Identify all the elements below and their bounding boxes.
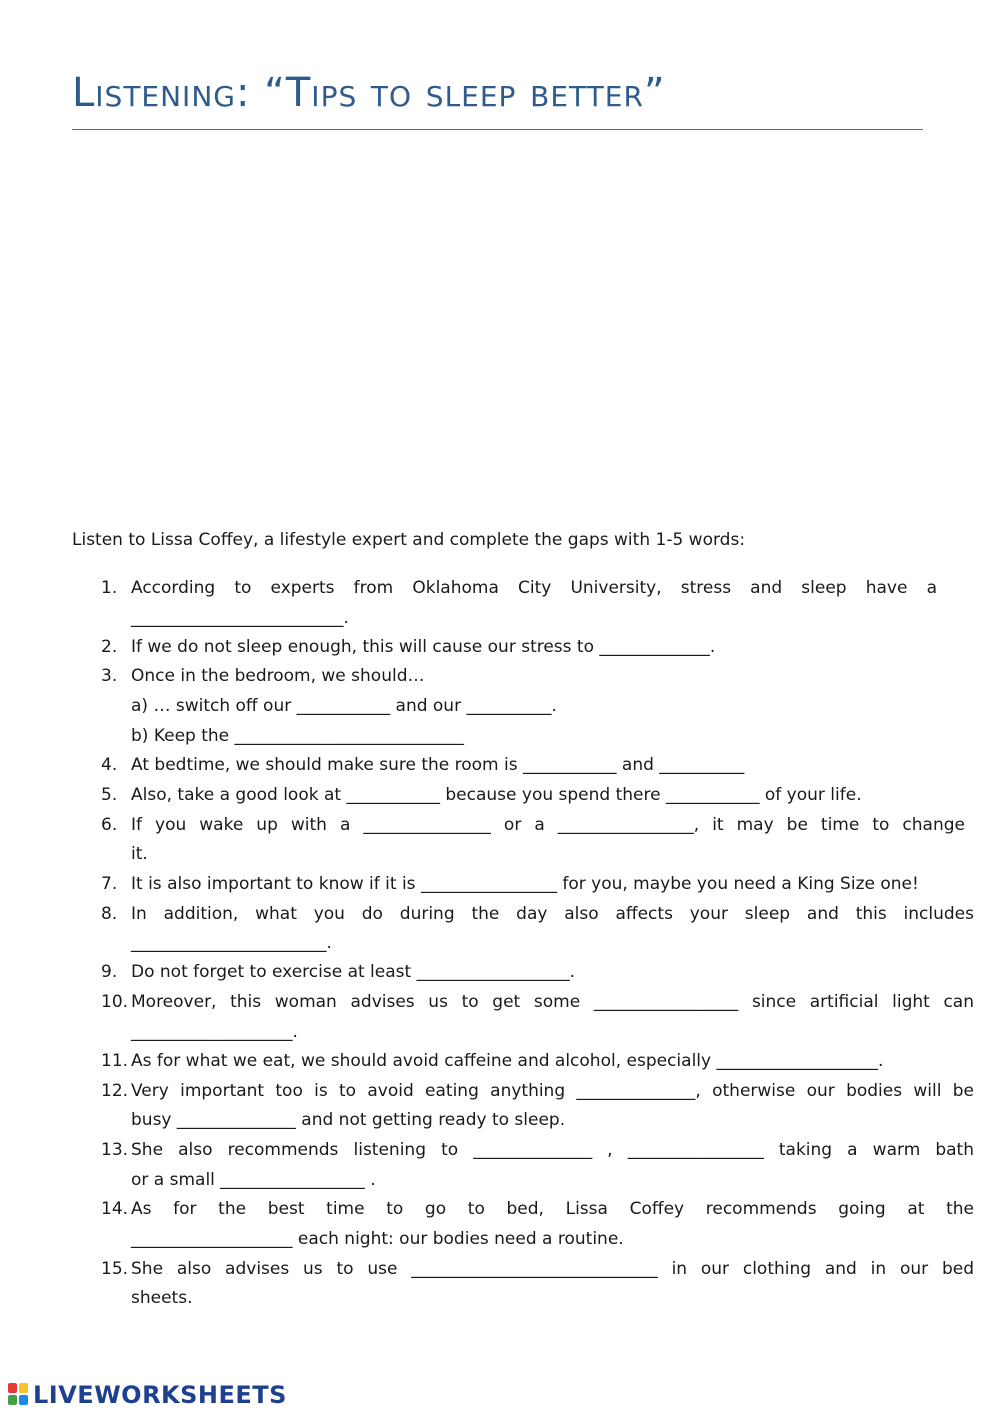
item-number: 12. xyxy=(101,1081,129,1101)
question-text: As for the best time to go to bed, Lissa Coffey recommends going at the xyxy=(131,1199,974,1219)
question-text: Moreover, this woman advises us to get some _________________ since artificial light can xyxy=(131,992,974,1012)
question-text: According to experts from Oklahoma City University, stress and sleep have a xyxy=(131,578,937,598)
sub-question-b: b) Keep the ___________________________ xyxy=(131,726,465,746)
item-number: 6. xyxy=(101,815,118,835)
question-text: At bedtime, we should make sure the room is ___________ and __________ xyxy=(131,755,745,775)
question-gap[interactable]: _______________________. xyxy=(131,933,332,953)
question-text-cont: sheets. xyxy=(131,1288,193,1308)
item-number: 8. xyxy=(101,904,118,924)
question-text: Very important too is to avoid eating anything ______________, otherwise our bodies will be xyxy=(131,1081,974,1101)
item-number: 14. xyxy=(101,1199,129,1219)
liveworksheets-logo-icon xyxy=(8,1383,30,1407)
question-text: She also recommends listening to ______________ , ________________ taking a warm bath xyxy=(131,1140,974,1160)
page-title: Listening: “Tips to sleep better” xyxy=(72,70,666,116)
sub-question-a: a) … switch off our ___________ and our __________. xyxy=(131,696,557,716)
question-text: She also advises us to use _____________________________ in our clothing and in our bed xyxy=(131,1259,974,1279)
question-text: If we do not sleep enough, this will cause our stress to _____________. xyxy=(131,637,716,657)
item-number: 2. xyxy=(101,637,118,657)
logo-text: LIVEWORKSHEETS xyxy=(33,1381,287,1409)
item-number: 11. xyxy=(101,1051,129,1071)
question-text-cont: ___________________ each night: our bodies need a routine. xyxy=(131,1229,624,1249)
item-number: 13. xyxy=(101,1140,129,1160)
question-text: As for what we eat, we should avoid caffeine and alcohol, especially ___________________. xyxy=(131,1051,884,1071)
item-number: 3. xyxy=(101,666,118,686)
item-number: 9. xyxy=(101,962,118,982)
question-text-cont: busy ______________ and not getting ready to sleep. xyxy=(131,1110,566,1130)
question-text: Also, take a good look at ___________ because you spend there ___________ of your life. xyxy=(131,785,862,805)
question-text-cont: it. xyxy=(131,844,148,864)
footer-logo[interactable] xyxy=(8,1380,287,1410)
question-gap[interactable]: ___________________. xyxy=(131,1022,298,1042)
title-divider xyxy=(72,129,923,130)
question-text-cont: or a small _________________ . xyxy=(131,1170,376,1190)
item-number: 7. xyxy=(101,874,118,894)
question-text: It is also important to know if it is ________________ for you, maybe you need a King Size one! xyxy=(131,874,919,894)
item-number: 5. xyxy=(101,785,118,805)
item-number: 4. xyxy=(101,755,118,775)
question-text: Once in the bedroom, we should… xyxy=(131,666,425,686)
item-number: 10. xyxy=(101,992,129,1012)
instructions: Listen to Lissa Coffey, a lifestyle expert and complete the gaps with 1-5 words: xyxy=(72,530,746,550)
question-text: In addition, what you do during the day also affects your sleep and this includes xyxy=(131,904,974,924)
question-gap[interactable]: _________________________. xyxy=(131,608,349,628)
item-number: 15. xyxy=(101,1259,129,1279)
question-text: If you wake up with a _______________ or a ________________, it may be time to change xyxy=(131,815,965,835)
question-text: Do not forget to exercise at least __________________. xyxy=(131,962,575,982)
item-number: 1. xyxy=(101,578,118,598)
